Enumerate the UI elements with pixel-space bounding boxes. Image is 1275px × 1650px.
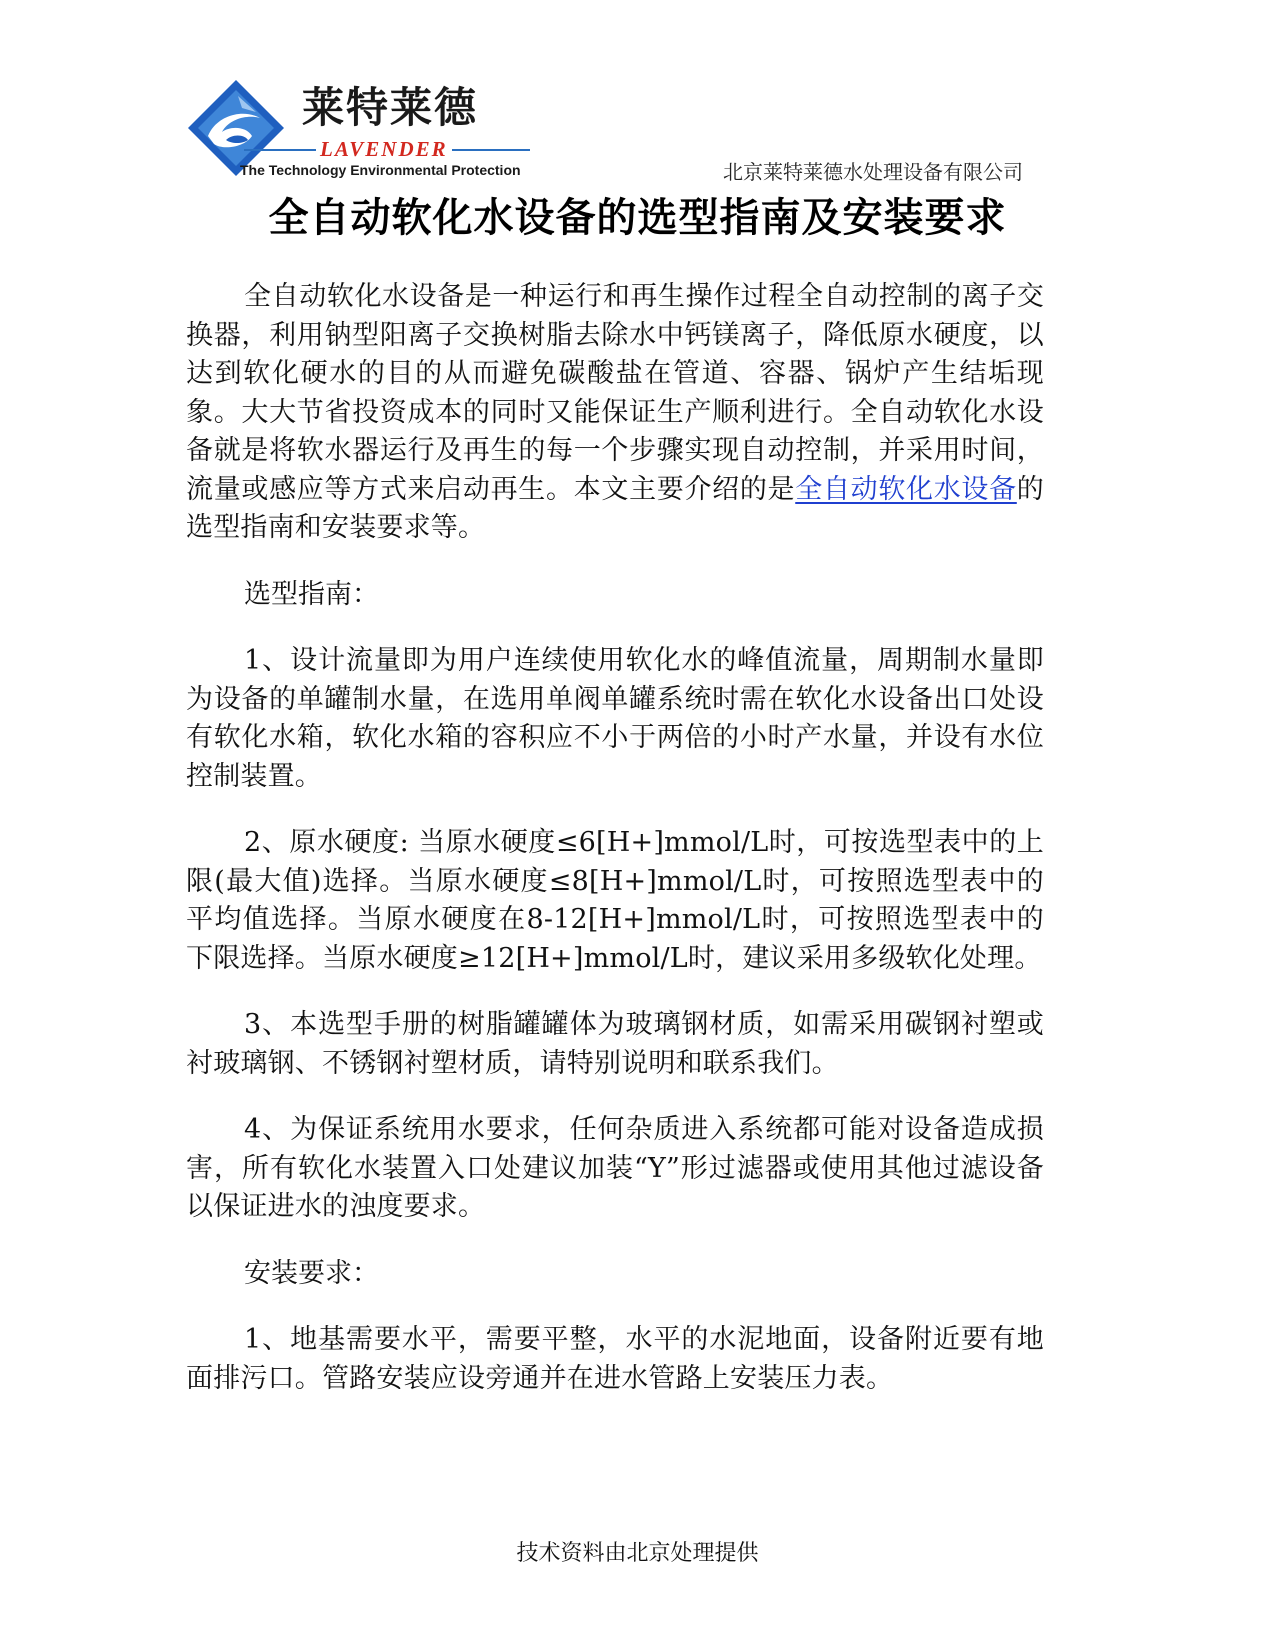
intro-paragraph bbox=[186, 278, 1044, 548]
spacer bbox=[186, 1293, 1044, 1321]
selection-item-2: 2、原水硬度: 当原水硬度≤6[H+]mmol/L时，可按选型表中的上限(最大值)选择。当原水硬度≤8[H+]mmol/L时，可按照选型表中的平均值选择。当原水硬度在8-12[H+]mmol/L时，可按照选型表中的下限选择。当原水硬度≥12[H+]mmol/L时，建议采用多级软化处理。 bbox=[186, 827, 1044, 974]
product-link[interactable]: 全自动软化水设备 bbox=[795, 473, 1017, 505]
selection-heading: 选型指南： bbox=[244, 578, 380, 610]
selection-item-4: 4、为保证系统用水要求，任何杂质进入系统都可能对设备造成损害，所有软化水装置入口处建议加装“Y”形过滤器或使用其他过滤设备以保证进水的浊度要求。 bbox=[186, 1114, 1044, 1222]
document-title: 全自动软化水设备的选型指南及安装要求 bbox=[268, 195, 1007, 241]
logo-line-right bbox=[448, 149, 530, 151]
logo-tagline: The Technology Environmental Protection bbox=[240, 162, 521, 178]
installation-heading: 安装要求： bbox=[244, 1257, 380, 1289]
company-logo bbox=[186, 76, 546, 186]
logo-line-left bbox=[244, 149, 318, 151]
selection-item-1: 1、设计流量即为用户连续使用软化水的峰值流量，周期制水量即为设备的单罐制水量，在选用单阀单罐系统时需在软化水设备出口处设有软化水箱，软化水箱的容积应不小于两倍的小时产水量，并设有水位控制装置。 bbox=[186, 645, 1044, 792]
spacer bbox=[186, 1227, 1044, 1255]
document-body bbox=[186, 278, 1044, 1398]
logo-english-row bbox=[244, 138, 534, 160]
logo-chinese-name: 莱特莱德 bbox=[302, 83, 479, 132]
page-footer: 技术资料由北京处理提供 bbox=[516, 1541, 759, 1566]
intro-text-before: 全自动软化水设备是一种运行和再生操作过程全自动控制的离子交换器，利用钠型阳离子交换树脂去除水中钙镁离子，降低原水硬度，以达到软化硬水的目的从而避免碳酸盐在管道、容器、锅炉产生结垢现象。大大节省投资成本的同时又能保证生产顺利进行。全自动软化水设备就是将软水器运行及再生的每一个步骤实现自动控制，并采用时间，流量或感应等方式来启动再生。本文主要介绍的是 bbox=[186, 281, 1044, 505]
installation-item-1: 1、地基需要水平，需要平整，水平的水泥地面，设备附近要有地面排污口。管路安装应设旁通并在进水管路上安装压力表。 bbox=[186, 1324, 1044, 1394]
spacer bbox=[186, 614, 1044, 642]
intro-text-after: 的选型指南和安装要求等。 bbox=[186, 473, 1044, 543]
selection-item-3: 3、本选型手册的树脂罐罐体为玻璃钢材质，如需采用碳钢衬塑或衬玻璃钢、不锈钢衬塑材质，请特别说明和联系我们。 bbox=[186, 1009, 1044, 1079]
spacer bbox=[186, 548, 1044, 576]
company-name: 北京莱特莱德水处理设备有限公司 bbox=[723, 160, 1023, 184]
logo-english-name: LAVENDER bbox=[316, 138, 452, 160]
